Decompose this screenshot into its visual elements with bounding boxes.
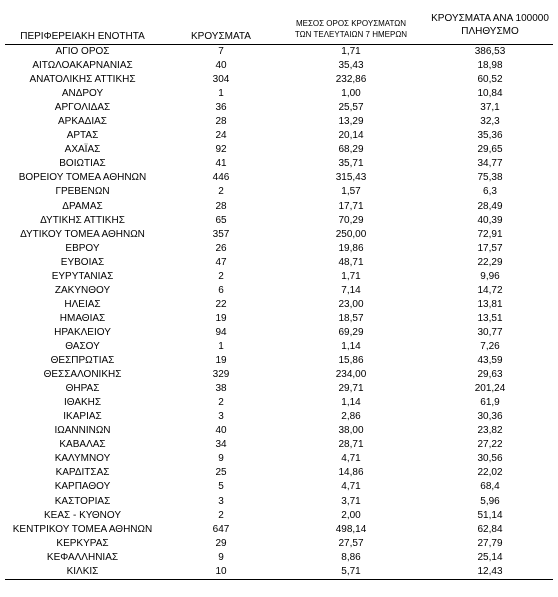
table-row — [0, 551, 558, 565]
bottom-rule — [5, 579, 553, 580]
table-row — [0, 171, 558, 185]
per100k-cell: 22,02 — [477, 467, 503, 479]
cases-cell: 10 — [215, 565, 227, 577]
table-row — [0, 270, 558, 284]
region-cell: ΕΥΒΟΙΑΣ — [60, 256, 105, 268]
region-cell: ΑΝΔΡΟΥ — [61, 88, 104, 100]
table-row — [0, 115, 558, 129]
table-header — [0, 0, 558, 44]
per100k-cell: 61,9 — [480, 397, 500, 409]
avg7-cell: 15,86 — [338, 355, 364, 367]
cases-cell: 357 — [212, 228, 230, 240]
per100k-cell: 25,14 — [477, 551, 503, 563]
table-row — [0, 523, 558, 537]
table-row — [0, 368, 558, 382]
avg7-cell: 35,43 — [338, 60, 364, 72]
per100k-cell: 34,77 — [477, 158, 503, 170]
table-row — [0, 157, 558, 171]
region-cell: ΙΩΑΝΝΙΝΩΝ — [54, 425, 111, 437]
avg7-cell: 5,71 — [341, 565, 361, 577]
region-cell: ΚΑΒΑΛΑΣ — [59, 439, 106, 451]
region-cell: ΗΡΑΚΛΕΙΟΥ — [54, 326, 111, 338]
cases-cell: 6 — [218, 284, 224, 296]
per100k-cell: 7,26 — [480, 340, 500, 352]
per100k-cell: 51,14 — [477, 509, 503, 521]
avg7-cell: 250,00 — [335, 228, 367, 240]
region-cell: ΒΟΡΕΙΟΥ ΤΟΜΕΑ ΑΘΗΝΩΝ — [18, 172, 147, 184]
cases-cell: 647 — [212, 523, 230, 535]
table-row — [0, 326, 558, 340]
table-row — [0, 59, 558, 73]
per100k-cell: 27,22 — [477, 439, 503, 451]
cases-cell: 1 — [218, 88, 224, 100]
avg7-cell: 68,29 — [338, 144, 364, 156]
cases-cell: 28 — [215, 116, 227, 128]
cases-cell: 34 — [215, 439, 227, 451]
avg7-cell: 19,86 — [338, 242, 364, 254]
per100k-cell: 13,51 — [477, 312, 503, 324]
per100k-cell: 29,65 — [477, 144, 503, 156]
per100k-cell: 37,1 — [480, 102, 500, 114]
region-cell: ΔΡΑΜΑΣ — [62, 200, 103, 212]
avg7-cell: 4,71 — [341, 481, 361, 493]
region-cell: ΚΑΛΥΜΝΟΥ — [54, 453, 111, 465]
cases-cell: 2 — [218, 186, 224, 198]
cases-cell: 3 — [218, 495, 224, 507]
per100k-cell: 18,98 — [477, 60, 503, 72]
table-row — [0, 284, 558, 298]
avg7-cell: 1,00 — [341, 88, 361, 100]
per100k-cell: 29,63 — [477, 369, 503, 381]
table-row — [0, 256, 558, 270]
avg7-cell: 38,00 — [338, 425, 364, 437]
cases-cell: 25 — [215, 467, 227, 479]
table-row — [0, 101, 558, 115]
cases-cell: 94 — [215, 326, 227, 338]
avg7-cell: 315,43 — [335, 172, 367, 184]
avg7-cell: 70,29 — [338, 214, 364, 226]
region-cell: ΑΙΤΩΛΟΑΚΑΡΝΑΝΙΑΣ — [32, 60, 133, 72]
table-row — [0, 312, 558, 326]
avg7-cell: 69,29 — [338, 326, 364, 338]
table-row — [0, 73, 558, 87]
table-row — [0, 143, 558, 157]
per100k-cell: 72,91 — [477, 228, 503, 240]
cases-cell: 40 — [215, 60, 227, 72]
avg7-cell: 18,57 — [338, 312, 364, 324]
cases-cell: 5 — [218, 481, 224, 493]
cases-cell: 65 — [215, 214, 227, 226]
avg7-cell: 1,14 — [341, 340, 361, 352]
cases-cell: 92 — [215, 144, 227, 156]
region-cell: ΘΕΣΠΡΩΤΙΑΣ — [50, 355, 115, 367]
table-row — [0, 382, 558, 396]
region-cell: ΑΡΤΑΣ — [66, 130, 99, 142]
per100k-cell: 23,82 — [477, 425, 503, 437]
table-row — [0, 354, 558, 368]
avg7-cell: 25,57 — [338, 102, 364, 114]
header-per100k — [420, 12, 558, 38]
table-row — [0, 410, 558, 424]
table-row — [0, 495, 558, 509]
cases-cell: 2 — [218, 509, 224, 521]
avg7-cell: 498,14 — [335, 523, 367, 535]
per100k-cell: 75,38 — [477, 172, 503, 184]
cases-cell: 304 — [212, 74, 230, 86]
avg7-cell: 27,57 — [338, 537, 364, 549]
cases-cell: 446 — [212, 172, 230, 184]
per100k-cell: 386,53 — [474, 46, 506, 57]
region-cell: ΓΡΕΒΕΝΩΝ — [55, 186, 110, 198]
region-cell: ΚΕΦΑΛΛΗΝΙΑΣ — [46, 551, 119, 563]
region-cell: ΚΕΡΚΥΡΑΣ — [56, 537, 109, 549]
region-cell: ΑΝΑΤΟΛΙΚΗΣ ΑΤΤΙΚΗΣ — [29, 74, 136, 86]
region-cell: ΙΚΑΡΙΑΣ — [63, 411, 102, 423]
per100k-cell: 62,84 — [477, 523, 503, 535]
cases-cell: 28 — [215, 200, 227, 212]
per100k-cell: 40,39 — [477, 214, 503, 226]
avg7-cell: 23,00 — [338, 298, 364, 310]
region-cell: ΑΓΙΟ ΟΡΟΣ — [55, 46, 110, 57]
region-cell: ΑΧΑΪΑΣ — [64, 144, 101, 156]
avg7-cell: 8,86 — [341, 551, 361, 563]
avg7-cell: 17,71 — [338, 200, 364, 212]
cases-cell: 329 — [212, 369, 230, 381]
per100k-cell: 5,96 — [480, 495, 500, 507]
header-region: ΠΕΡΙΦΕΡΕΙΑΚΗ ΕΝΟΤΗΤΑ — [20, 31, 145, 42]
cases-cell: 3 — [218, 411, 224, 423]
avg7-cell: 29,71 — [338, 383, 364, 395]
per100k-cell: 32,3 — [480, 116, 500, 128]
per100k-cell: 10,84 — [477, 88, 503, 100]
table-row — [0, 228, 558, 242]
per100k-cell: 17,57 — [477, 242, 503, 254]
header-per100k-line2: ΠΛΗΘΥΣΜΟ — [461, 26, 519, 37]
per100k-cell: 68,4 — [480, 481, 500, 493]
per100k-cell: 12,43 — [477, 565, 503, 577]
region-cell: ΔΥΤΙΚΗΣ ΑΤΤΙΚΗΣ — [40, 214, 125, 226]
table-body — [0, 45, 558, 579]
avg7-cell: 2,86 — [341, 411, 361, 423]
region-cell: ΘΑΣΟΥ — [65, 340, 100, 352]
cases-cell: 47 — [215, 256, 227, 268]
region-cell: ΚΑΣΤΟΡΙΑΣ — [54, 495, 111, 507]
table-row — [0, 200, 558, 214]
table-row — [0, 87, 558, 101]
table-row — [0, 129, 558, 143]
per100k-cell: 6,3 — [483, 186, 497, 198]
avg7-cell: 28,71 — [338, 439, 364, 451]
cases-cell: 26 — [215, 242, 227, 254]
per100k-cell: 22,29 — [477, 256, 503, 268]
table-row — [0, 298, 558, 312]
cases-cell: 1 — [218, 340, 224, 352]
per100k-cell: 13,81 — [477, 298, 503, 310]
cases-cell: 29 — [215, 537, 227, 549]
region-cell: ΘΗΡΑΣ — [65, 383, 100, 395]
table-row — [0, 452, 558, 466]
region-cell: ΖΑΚΥΝΘΟΥ — [54, 284, 111, 296]
cases-cell: 41 — [215, 158, 227, 170]
region-cell: ΚΑΡΠΑΘΟΥ — [54, 481, 111, 493]
region-cell: ΑΡΓΟΛΙΔΑΣ — [54, 102, 111, 114]
avg7-cell: 1,14 — [341, 397, 361, 409]
avg7-cell: 2,00 — [341, 509, 361, 521]
table-row — [0, 466, 558, 480]
cases-cell: 9 — [218, 453, 224, 465]
avg7-cell: 35,71 — [338, 158, 364, 170]
cases-cell: 40 — [215, 425, 227, 437]
avg7-cell: 1,71 — [341, 46, 361, 57]
per100k-cell: 30,77 — [477, 326, 503, 338]
header-per100k-line1: ΚΡΟΥΣΜΑΤΑ ΑΝΑ 100000 — [431, 13, 549, 24]
avg7-cell: 1,71 — [341, 270, 361, 282]
region-cell: ΙΘΑΚΗΣ — [63, 397, 102, 409]
cases-cell: 38 — [215, 383, 227, 395]
region-cell: ΑΡΚΑΔΙΑΣ — [58, 116, 107, 128]
per100k-cell: 35,36 — [477, 130, 503, 142]
table-row — [0, 242, 558, 256]
cases-cell: 22 — [215, 298, 227, 310]
cases-cell: 7 — [218, 46, 224, 57]
region-cell: ΕΥΡΥΤΑΝΙΑΣ — [51, 270, 114, 282]
per100k-cell: 43,59 — [477, 355, 503, 367]
header-avg7-line2: ΤΩΝ ΤΕΛΕΥΤΑΙΩΝ 7 ΗΜΕΡΩΝ — [294, 30, 408, 39]
region-cell: ΚΕΝΤΡΙΚΟΥ ΤΟΜΕΑ ΑΘΗΝΩΝ — [12, 523, 153, 535]
region-cell: ΔΥΤΙΚΟΥ ΤΟΜΕΑ ΑΘΗΝΩΝ — [20, 228, 145, 240]
table-row — [0, 340, 558, 354]
table-row — [0, 480, 558, 494]
region-cell: ΚΙΛΚΙΣ — [66, 565, 99, 577]
region-cell: ΕΒΡΟΥ — [65, 242, 100, 254]
table-row — [0, 438, 558, 452]
per100k-cell: 30,56 — [477, 453, 503, 465]
cases-cell: 24 — [215, 130, 227, 142]
avg7-cell: 48,71 — [338, 256, 364, 268]
avg7-cell: 4,71 — [341, 453, 361, 465]
per100k-cell: 9,96 — [480, 270, 500, 282]
header-avg7-line1: ΜΕΣΟΣ ΟΡΟΣ ΚΡΟΥΣΜΑΤΩΝ — [295, 19, 407, 28]
table-row — [0, 565, 558, 579]
table-row — [0, 509, 558, 523]
per100k-cell: 201,24 — [474, 383, 506, 395]
avg7-cell: 232,86 — [335, 74, 367, 86]
region-cell: ΘΕΣΣΑΛΟΝΙΚΗΣ — [43, 369, 122, 381]
avg7-cell: 1,57 — [341, 186, 361, 198]
per100k-cell: 28,49 — [477, 200, 503, 212]
table-row — [0, 537, 558, 551]
avg7-cell: 20,14 — [338, 130, 364, 142]
header-avg7 — [280, 18, 422, 40]
region-cell: ΚΑΡΔΙΤΣΑΣ — [55, 467, 110, 479]
region-cell: ΗΛΕΙΑΣ — [64, 298, 101, 310]
per100k-cell: 27,79 — [477, 537, 503, 549]
per100k-cell: 30,36 — [477, 411, 503, 423]
region-cell: ΚΕΑΣ - ΚΥΘΝΟΥ — [44, 509, 121, 521]
table-row — [0, 45, 558, 59]
region-cell: ΗΜΑΘΙΑΣ — [59, 312, 106, 324]
table-row — [0, 396, 558, 410]
avg7-cell: 14,86 — [338, 467, 364, 479]
cases-cell: 2 — [218, 397, 224, 409]
per100k-cell: 14,72 — [477, 284, 503, 296]
avg7-cell: 234,00 — [335, 369, 367, 381]
per100k-cell: 60,52 — [477, 74, 503, 86]
cases-cell: 19 — [215, 355, 227, 367]
cases-cell: 2 — [218, 270, 224, 282]
avg7-cell: 13,29 — [338, 116, 364, 128]
cases-cell: 36 — [215, 102, 227, 114]
table-row — [0, 424, 558, 438]
avg7-cell: 3,71 — [341, 495, 361, 507]
table-row — [0, 185, 558, 199]
cases-cell: 19 — [215, 312, 227, 324]
header-cases: ΚΡΟΥΣΜΑΤΑ — [191, 31, 251, 42]
cases-cell: 9 — [218, 551, 224, 563]
avg7-cell: 7,14 — [341, 284, 361, 296]
region-cell: ΒΟΙΩΤΙΑΣ — [59, 158, 106, 170]
table-row — [0, 214, 558, 228]
